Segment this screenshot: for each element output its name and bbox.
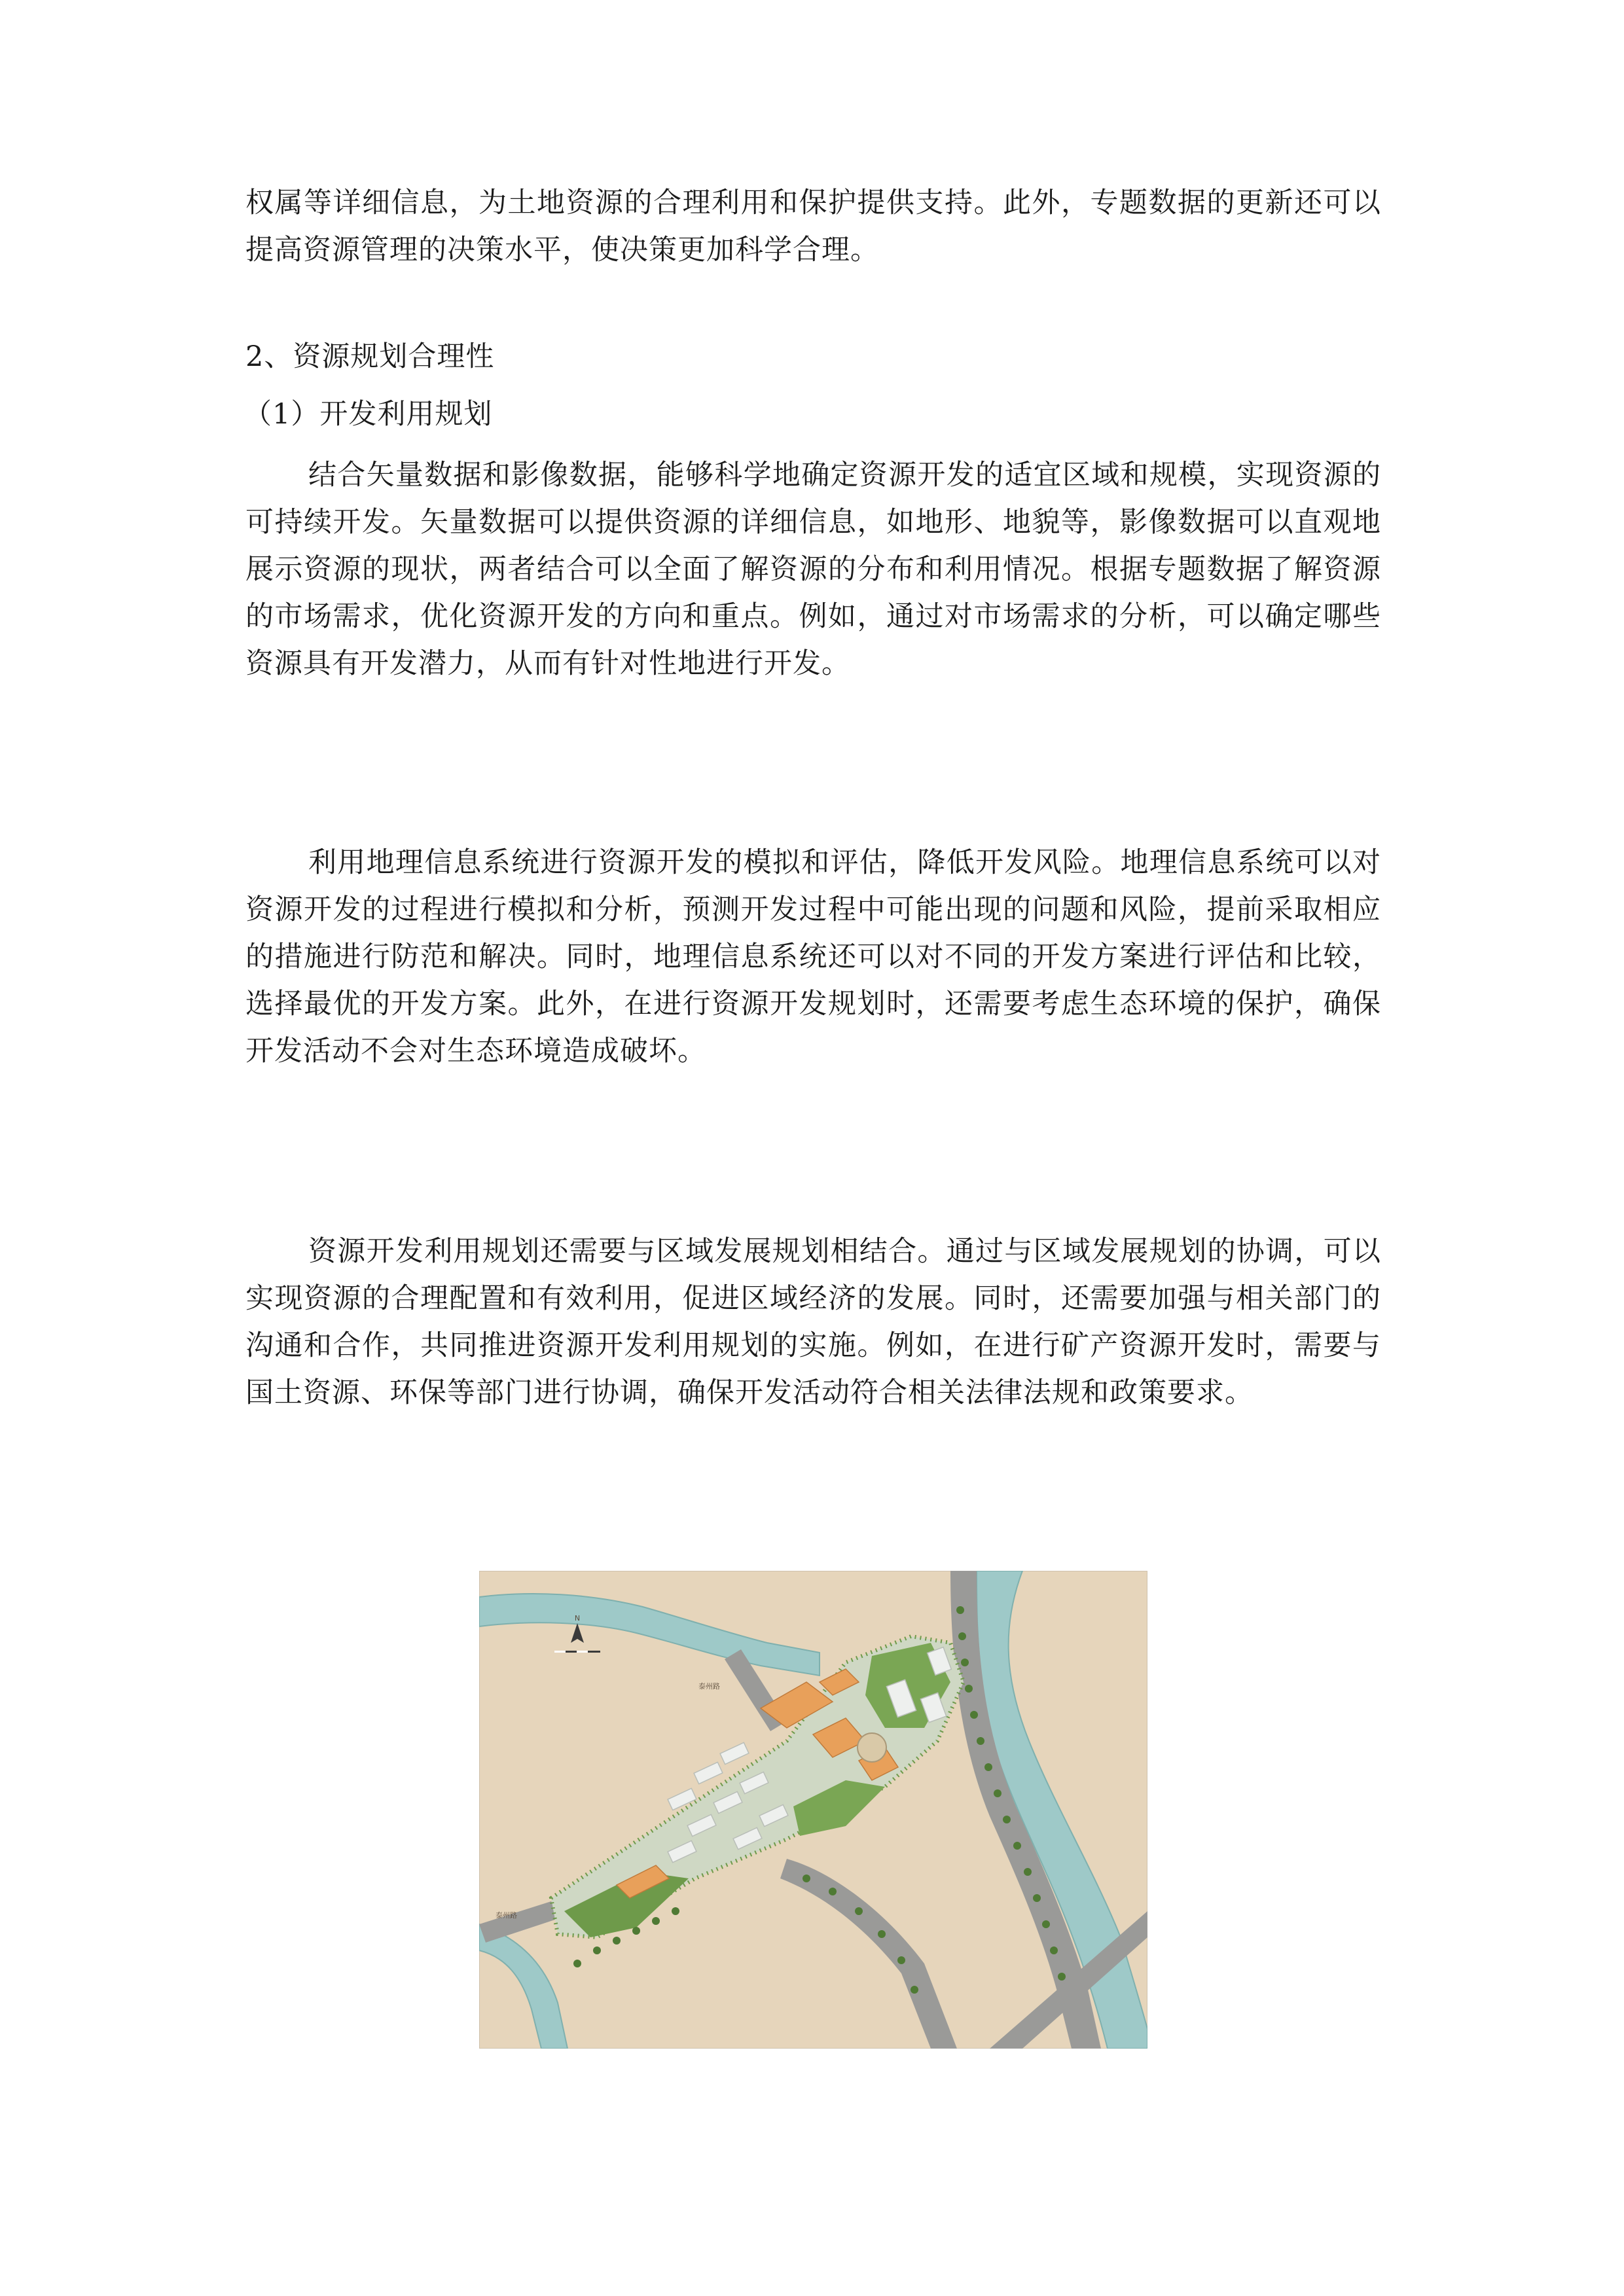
site-plan-figure [479, 1571, 1147, 2049]
road-label-top: 泰州路 [698, 1682, 720, 1691]
paragraph-3: 资源开发利用规划还需要与区域发展规划相结合。通过与区域发展规划的协调，可以实现资源的合理配置和有效利用，促进区域经济的发展。同时，还需要加强与相关部门的沟通和合作，共同推进资源开发利用规划的实施。例如，在进行矿产资源开发时，需要与国土资源、环保等部门进行协调，确保开发活动符合相关法律法规和政策要求。 [245, 1235, 1381, 1409]
paragraph-2: 利用地理信息系统进行资源开发的模拟和评估，降低开发风险。地理信息系统可以对资源开发的过程进行模拟和分析，预测开发过程中可能出现的问题和风险，提前采取相应的措施进行防范和解决。同时，地理信息系统还可以对不同的开发方案进行评估和比较，选择最优的开发方案。此外，在进行资源开发规划时，还需要考虑生态环境的保护，确保开发活动不会对生态环境造成破坏。 [245, 846, 1381, 1067]
site-plan-map [479, 1571, 1147, 2049]
road-label-left: 泰州路 [496, 1911, 517, 1920]
subsection-heading: （1）开发利用规划 [244, 398, 493, 431]
scale-bar [554, 1651, 600, 1653]
paragraph-intro: 权属等详细信息，为土地资源的合理利用和保护提供支持。此外，专题数据的更新还可以提高资源管理的决策水平，使决策更加科学合理。 [245, 187, 1381, 266]
plaza-circle [857, 1733, 886, 1762]
section-heading: 2、资源规划合理性 [245, 340, 495, 373]
paragraph-1: 结合矢量数据和影像数据，能够科学地确定资源开发的适宜区域和规模，实现资源的可持续开发。矢量数据可以提供资源的详细信息，如地形、地貌等，影像数据可以直观地展示资源的现状，两者结合可以全面了解资源的分布和利用情况。根据专题数据了解资源的市场需求，优化资源开发的方向和重点。例如，通过对市场需求的分析，可以确定哪些资源具有开发潜力，从而有针对性地进行开发。 [245, 459, 1381, 680]
north-label: N [574, 1614, 581, 1623]
